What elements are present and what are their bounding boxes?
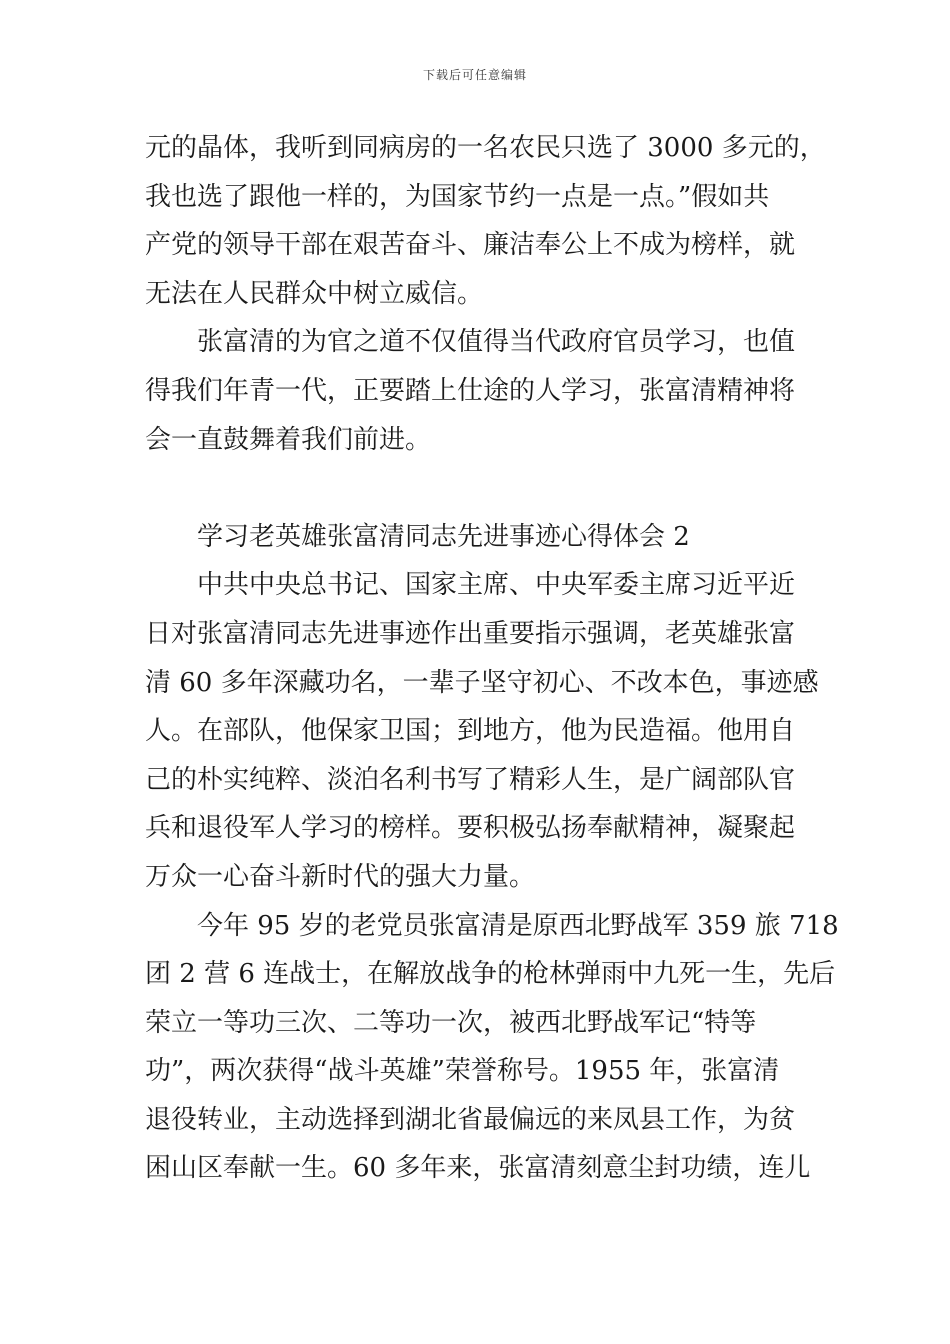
paragraph-line: 人。在部队，他保家卫国；到地方，他为民造福。他用自	[145, 716, 796, 747]
paragraph-line: 日对张富清同志先进事迹作出重要指示强调，老英雄张富	[145, 618, 796, 649]
paragraph-4	[145, 902, 839, 1194]
blank-line	[145, 464, 810, 513]
paragraph-line: 无法在人民群众中树立威信。	[145, 278, 484, 309]
paragraph-line: 万众一心奋斗新时代的强大力量。	[145, 861, 536, 892]
paragraph-1	[145, 124, 826, 318]
paragraph-line: 今年 95 岁的老党员张富清是原西北野战军 359 旅 718	[197, 910, 839, 941]
paragraph-line: 荣立一等功三次、二等功一次，被西北野战军记“特等	[145, 1007, 757, 1038]
paragraph-line: 我也选了跟他一样的，为国家节约一点是一点。”假如共	[145, 181, 770, 212]
paragraph-2	[145, 318, 810, 464]
paragraph-line: 兵和退役军人学习的榜样。要积极弘扬奉献精神，凝聚起	[145, 813, 796, 844]
paragraph-line: 元的晶体，我听到同病房的一名农民只选了 3000 多元的，	[145, 133, 826, 163]
paragraph-line: 退役转业，主动选择到湖北省最偏远的来凤县工作，为贫	[145, 1104, 796, 1135]
paragraph-line: 团 2 营 6 连战士，在解放战争的枪林弹雨中九死一生，先后	[145, 959, 836, 990]
paragraph-line: 己的朴实纯粹、淡泊名利书写了精彩人生，是广阔部队官	[145, 764, 796, 795]
section-title: 学习老英雄张富清同志先进事迹心得体会 2	[197, 521, 690, 552]
paragraph-line: 中共中央总书记、国家主席、中央军委主席习近平近	[197, 570, 796, 601]
paragraph-line: 功”，两次获得“战斗英雄”荣誉称号。1955 年，张富清	[145, 1056, 780, 1087]
paragraph-line: 得我们年青一代，正要踏上仕途的人学习，张富清精神将	[145, 375, 796, 406]
paragraph-line: 困山区奉献一生。60 多年来，张富清刻意尘封功绩，连儿	[145, 1153, 811, 1184]
paragraph-line: 产党的领导干部在艰苦奋斗、廉洁奉公上不成为榜样，就	[145, 230, 796, 261]
paragraph-line: 会一直鼓舞着我们前进。	[145, 424, 432, 455]
header-note: 下载后可任意编辑	[422, 68, 527, 82]
paragraph-3	[145, 561, 819, 901]
paragraph-line: 清 60 多年深藏功名，一辈子坚守初心、不改本色，事迹感	[145, 667, 819, 698]
document-body	[145, 124, 839, 1193]
paragraph-line: 张富清的为官之道不仅值得当代政府官员学习，也值	[197, 327, 796, 358]
